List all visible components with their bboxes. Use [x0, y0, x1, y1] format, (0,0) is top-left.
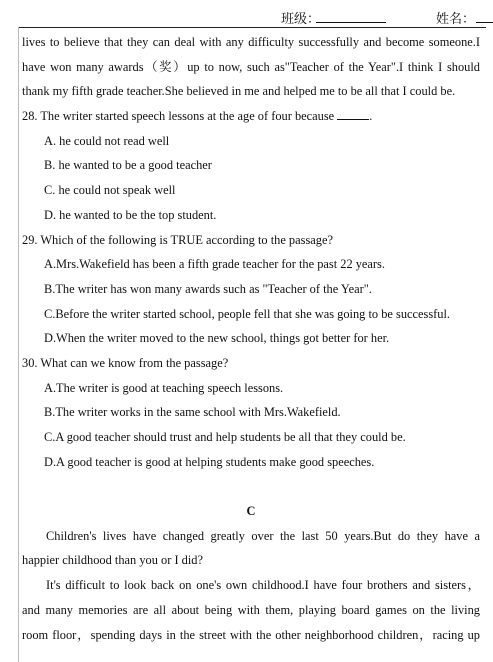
question-30 [22, 351, 480, 474]
answer-blank [337, 109, 369, 120]
header-divider [18, 27, 486, 28]
option-d: D.A good teacher is good at helping students make good speeches. [44, 454, 375, 469]
passage-line: thank my fifth grade teacher.She believed in me and helped me to be all that I could be. [22, 84, 456, 99]
option-b: B.The writer has won many awards such as "Teacher of the Year". [44, 281, 372, 296]
passage-top [22, 30, 480, 104]
option-d: D.When the writer moved to the new school, things got better for her. [44, 331, 390, 346]
passage-line: happier childhood than you or I did? [22, 553, 203, 568]
question-stem-text: 28. The writer started speech lessons at the age of four because [22, 109, 338, 124]
section-title: C [246, 504, 256, 519]
document-body [22, 30, 480, 647]
question-stem: 30. What can we know from the passage? [22, 355, 229, 370]
passage-line: have won many awards（奖）up to now, such as"Teacher of the Year".I think I should [22, 59, 480, 74]
page-header [0, 5, 493, 27]
question-stem: 29. Which of the following is TRUE according to the passage? [22, 232, 333, 247]
passage-line: room floor，spending days in the street with the other neighborhood children，racing up [22, 627, 480, 642]
option-a: A.The writer is good at teaching speech lessons. [44, 380, 284, 395]
option-c: C.A good teacher should trust and help students be all that they could be. [44, 430, 406, 444]
margin-rule [18, 27, 19, 662]
class-label: 班级： [281, 11, 321, 26]
section-gap [22, 474, 480, 499]
question-28 [22, 104, 480, 227]
passage-line: lives to believe that they can deal with any difficulty successfully and become someone.I [22, 35, 480, 49]
passage-line: It's difficult to look back on one's own childhood.I have four brothers and sisters， [46, 578, 480, 593]
option-d: D. he wanted to be the top student. [44, 207, 217, 222]
option-c: C. he could not speak well [44, 183, 176, 198]
question-stem-end: . [369, 109, 373, 124]
option-c: C.Before the writer started school, people fell that she was going to be successful. [44, 306, 451, 321]
option-a: A.Mrs.Wakefield has been a fifth grade teacher for the past 22 years. [44, 257, 385, 272]
question-29 [22, 228, 480, 351]
option-b: B.The writer works in the same school with Mrs.Wakefield. [44, 405, 341, 420]
passage-line: Children's lives have changed greatly over the last 50 years.But do they have a [46, 528, 480, 543]
option-b: B. he wanted to be a good teacher [44, 158, 212, 173]
option-a: A. he could not read well [44, 133, 170, 148]
name-label: 姓名： [436, 11, 476, 26]
section-c [22, 499, 480, 647]
question-stem [22, 104, 480, 129]
passage-line: and many memories are all about being with them, playing board games on the living [22, 602, 480, 617]
name-blank-line [476, 22, 493, 23]
class-blank-line [316, 22, 386, 23]
